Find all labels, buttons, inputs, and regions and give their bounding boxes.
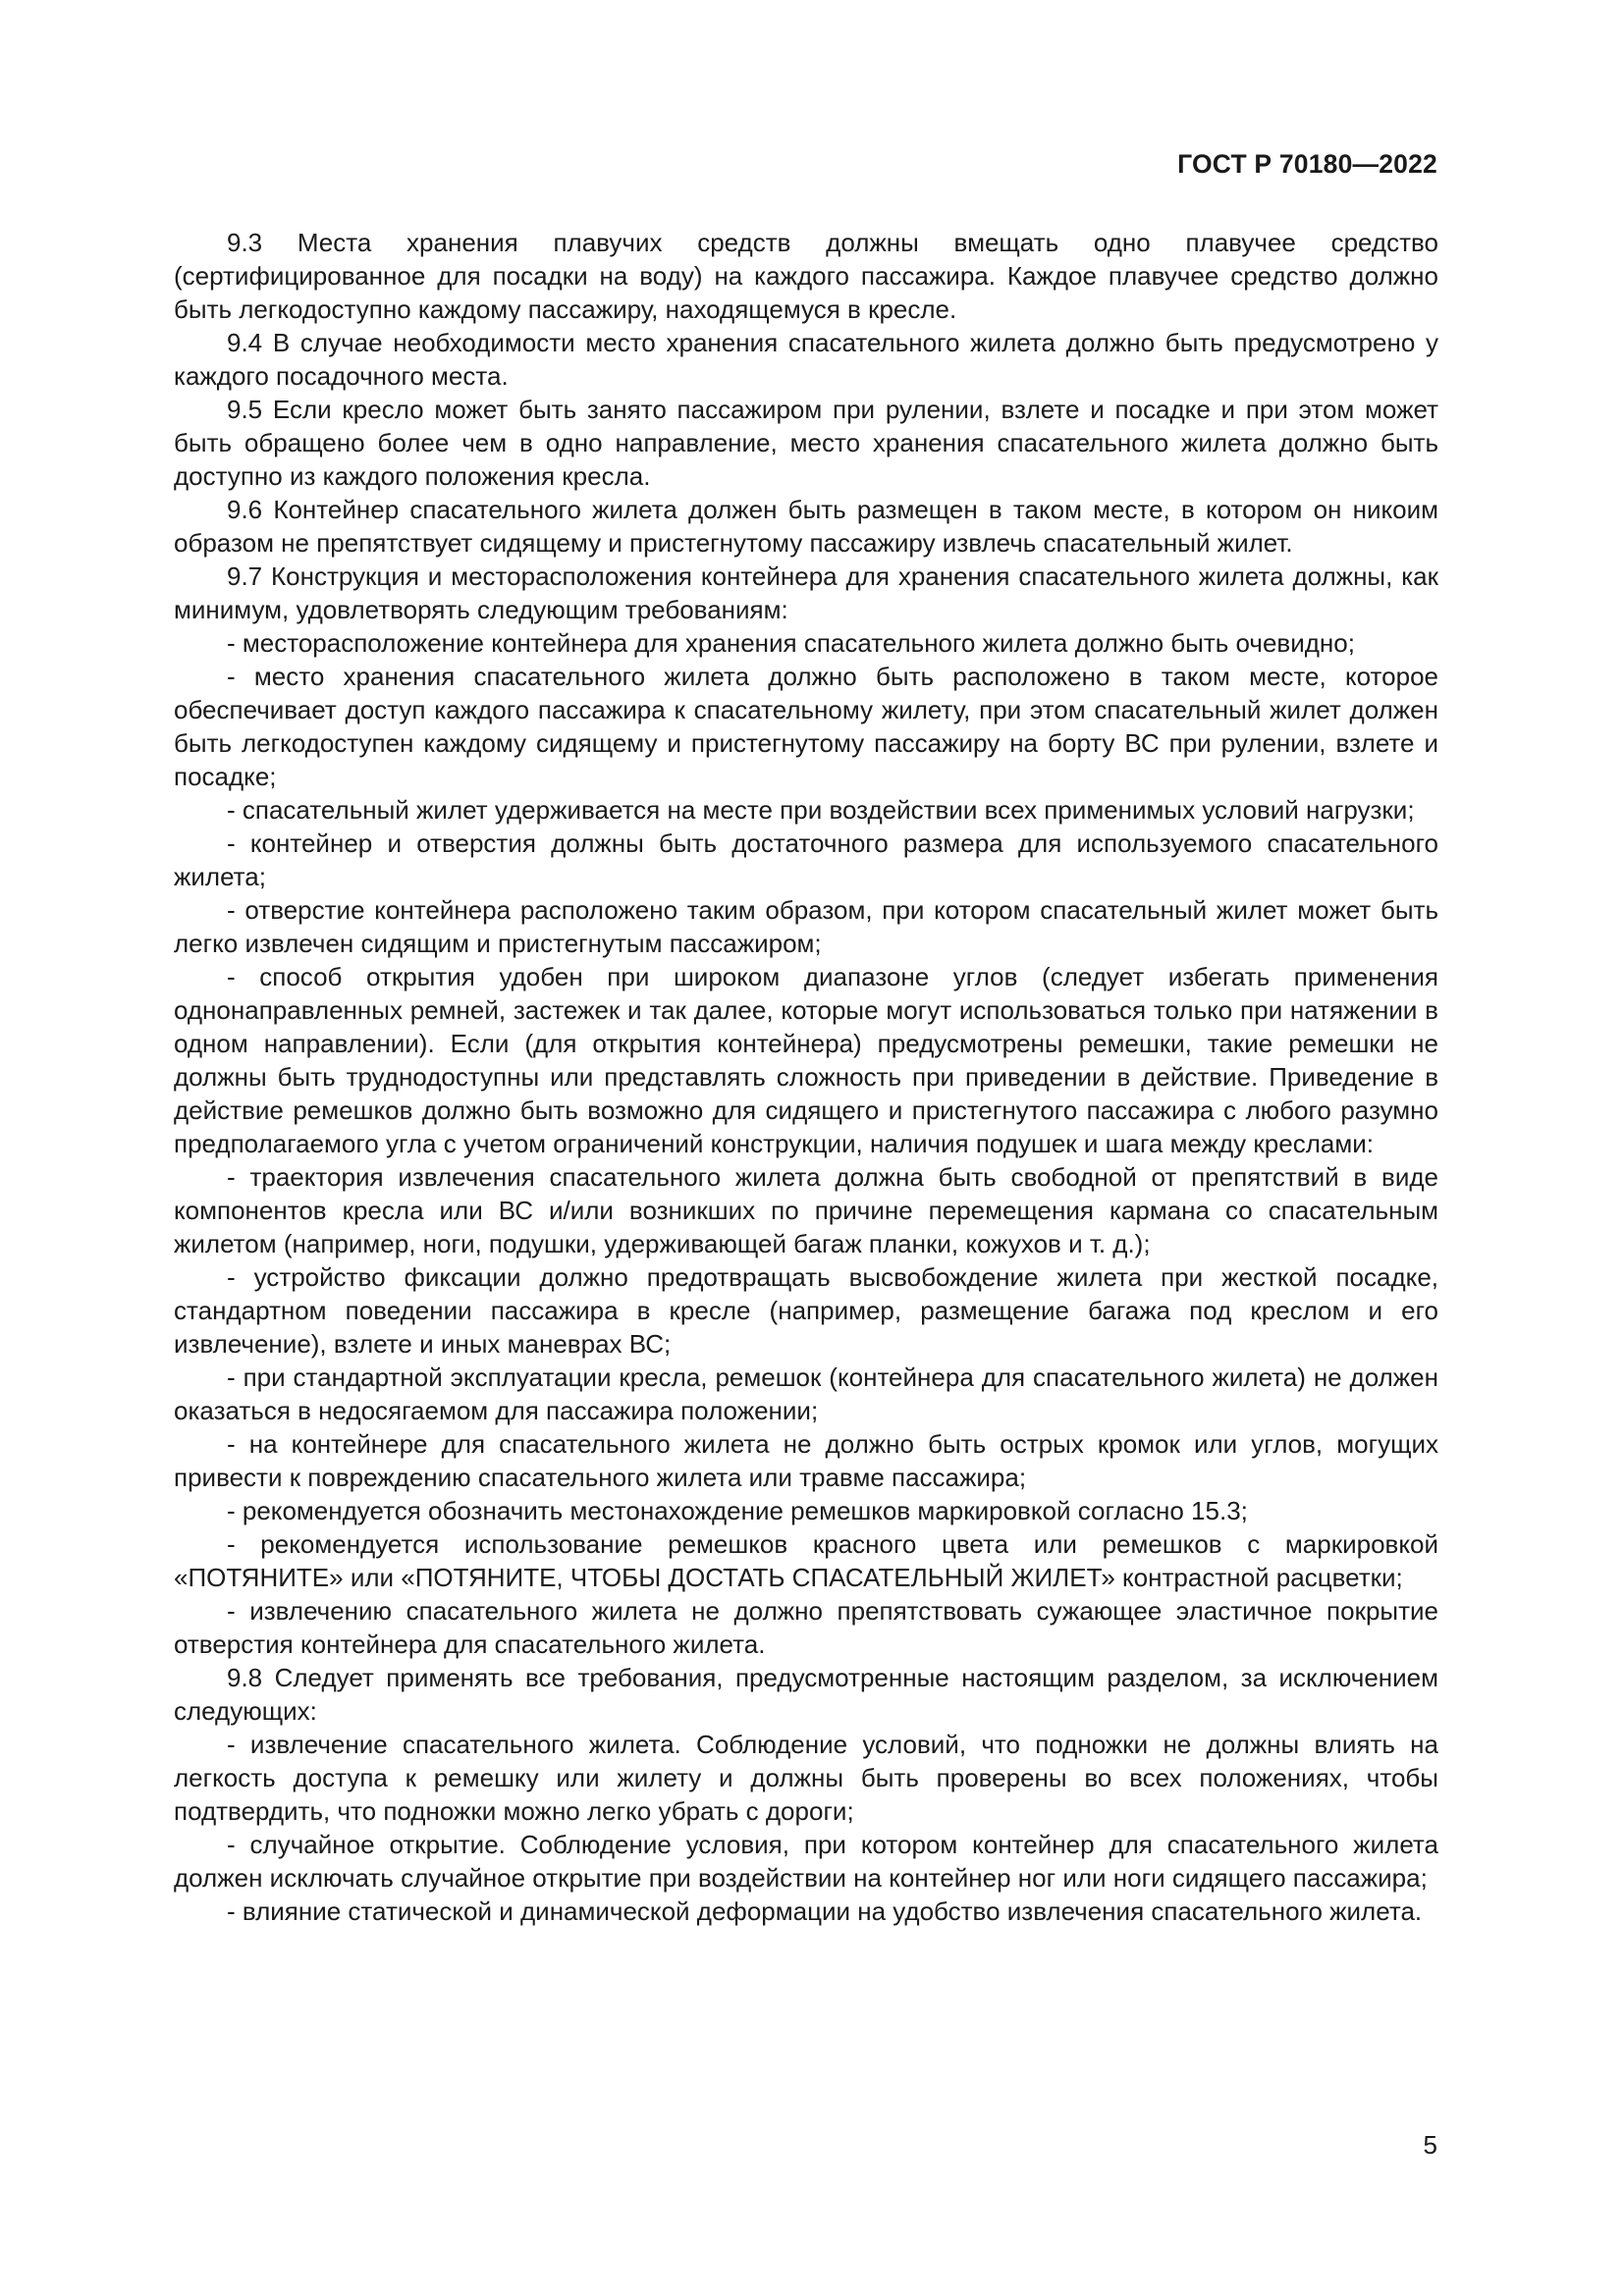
list-item: - при стандартной эксплуатации кресла, ремешок (контейнера для спасательного жилета) не должен оказаться в недосягаемом для пассажира положении; bbox=[174, 1362, 1438, 1425]
paragraph-9-5: 9.5 Если кресло может быть занято пассажиром при рулении, взлете и посадке и при этом может быть обращено более чем в одно направление, место хранения спасательного жилета должно быть доступно из каждого положения кресла. bbox=[174, 395, 1438, 491]
paragraph-9-8: 9.8 Следует применять все требования, предусмотренные настоящим разделом, за исключением следующих: bbox=[174, 1663, 1438, 1726]
list-item: - влияние статической и динамической деформации на удобство извлечения спасательного жилета. bbox=[227, 1896, 1423, 1926]
paragraph-9-4: 9.4 В случае необходимости место хранения спасательного жилета должно быть предусмотрено у каждого посадочного места. bbox=[174, 328, 1438, 391]
list-item: - контейнер и отверстия должны быть достаточного размера для используемого спасательного жилета; bbox=[174, 828, 1438, 891]
list-item: - извлечению спасательного жилета не должно препятствовать сужающее эластичное покрытие отверстия контейнера для спасательного жилета. bbox=[174, 1596, 1438, 1659]
document-body bbox=[174, 226, 1438, 1928]
list-item: - способ открытия удобен при широком диапазоне углов (следует избегать применения однонаправленных ремней, застежек и так далее, которые могут использоваться только при натяжении в одном направлении). Если (для открытия контейнера) предусмотрены ремешки, такие ремешки не должны быть труднодоступны или представлять сложность при приведении в действие. Приведение в действие ремешков должно быть возможно для сидящего и пристегнутого пассажира с любого разумно предполагаемого угла с учетом ограничений конструкции, наличия подушек и шага между креслами: bbox=[174, 962, 1438, 1158]
list-item: - на контейнере для спасательного жилета не должно быть острых кромок или углов, могущих привести к повреждению спасательного жилета или травме пассажира; bbox=[174, 1429, 1438, 1492]
list-item: - случайное открытие. Соблюдение условия, при котором контейнер для спасательного жилета должен исключать случайное открытие при воздействии на контейнер ног или ноги сидящего пассажира; bbox=[174, 1830, 1438, 1893]
list-item: - спасательный жилет удерживается на месте при воздействии всех применимых условий нагрузки; bbox=[227, 795, 1415, 825]
list-item: - рекомендуется обозначить местонахождение ремешков маркировкой согласно 15.3; bbox=[227, 1496, 1248, 1525]
paragraph-9-6: 9.6 Контейнер спасательного жилета должен быть размещен в таком месте, в котором он никоим образом не препятствует сидящему и пристегнутому пассажиру извлечь спасательный жилет. bbox=[174, 495, 1438, 558]
list-item: - устройство фиксации должно предотвращать высвобождение жилета при жесткой посадке, стандартном поведении пассажира в кресле (например, размещение багажа под креслом и его извлечение), взлете и иных маневрах ВС; bbox=[174, 1262, 1438, 1359]
paragraph-9-3: 9.3 Места хранения плавучих средств должны вмещать одно плавучее средство (сертифицированное для посадки на воду) на каждого пассажира. Каждое плавучее средство должно быть легкодоступно каждому пассажиру, находящемуся в кресле. bbox=[174, 228, 1438, 324]
list-item: - извлечение спасательного жилета. Соблюдение условий, что подножки не должны влиять на легкость доступа к ремешку или жилету и должны быть проверены во всех положениях, чтобы подтвердить, что подножки можно легко убрать с дороги; bbox=[174, 1730, 1438, 1826]
paragraph-9-7: 9.7 Конструкция и месторасположения контейнера для хранения спасательного жилета должны, как минимум, удовлетворять следующим требованиям: bbox=[174, 561, 1438, 624]
list-item: - отверстие контейнера расположено таким образом, при котором спасательный жилет может быть легко извлечен сидящим и пристегнутым пассажиром; bbox=[174, 895, 1438, 958]
document-code-header: ГОСТ Р 70180—2022 bbox=[1177, 149, 1437, 179]
list-item: - рекомендуется использование ремешков красного цвета или ремешков с маркировкой «ПОТЯНИТЕ» или «ПОТЯНИТЕ, ЧТОБЫ ДОСТАТЬ СПАСАТЕЛЬНЫЙ ЖИЛЕТ» контрастной расцветки; bbox=[174, 1529, 1438, 1592]
list-item: - месторасположение контейнера для хранения спасательного жилета должно быть очевидно; bbox=[227, 628, 1355, 658]
list-item: - траектория извлечения спасательного жилета должна быть свободной от препятствий в виде компонентов кресла или ВС и/или возникших по причине перемещения кармана со спасательным жилетом (например, ноги, подушки, удерживающей багаж планки, кожухов и т. д.); bbox=[174, 1162, 1438, 1258]
page-number: 5 bbox=[1423, 2130, 1437, 2160]
list-item: - место хранения спасательного жилета должно быть расположено в таком месте, которое обеспечивает доступ каждого пассажира к спасательному жилету, при этом спасательный жилет должен быть легкодоступен каждому сидящему и пристегнутому пассажиру на борту ВС при рулении, взлете и посадке; bbox=[174, 662, 1438, 791]
